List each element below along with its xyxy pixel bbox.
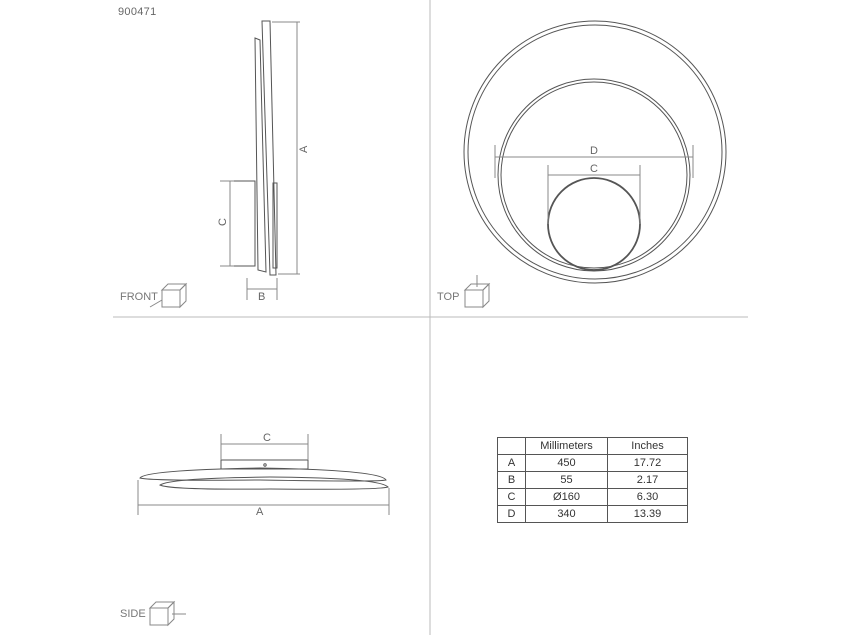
table-cell-key: C <box>498 489 526 506</box>
top-canopy-circle <box>548 178 640 270</box>
table-row <box>498 472 688 489</box>
table-cell-mm: Ø160 <box>526 489 608 506</box>
table-cell-in: 13.39 <box>608 506 688 523</box>
front-dim-c-label: C <box>217 218 229 226</box>
table-cell-mm: 340 <box>526 506 608 523</box>
side-view-label: SIDE <box>120 608 146 620</box>
front-dim-b-label: B <box>258 291 266 303</box>
model-number: 900471 <box>118 6 157 18</box>
side-screw <box>264 464 266 466</box>
table-header-millimeters: Millimeters <box>526 438 608 455</box>
front-bracket <box>230 181 255 266</box>
table-row <box>498 455 688 472</box>
table-cell-in: 2.17 <box>608 472 688 489</box>
table-cell-in: 17.72 <box>608 455 688 472</box>
table-cell-key: A <box>498 455 526 472</box>
front-ring-inner <box>255 38 266 272</box>
table-cell-key: D <box>498 506 526 523</box>
side-ring-upper <box>140 468 386 481</box>
top-view-label: TOP <box>437 291 460 303</box>
table-cell-mm: 450 <box>526 455 608 472</box>
top-dim-d-label: D <box>590 145 598 157</box>
side-dim-c-label: C <box>263 432 271 444</box>
front-view-label: FRONT <box>120 291 158 303</box>
table-cell-mm: 55 <box>526 472 608 489</box>
side-cube-icon <box>150 602 186 625</box>
side-ring-lower <box>160 477 388 489</box>
table-row <box>498 506 688 523</box>
front-ring-outer <box>262 21 276 275</box>
top-cube-icon <box>465 275 489 307</box>
table-header-row <box>498 438 688 455</box>
table-header-blank <box>498 438 526 455</box>
front-view <box>220 21 300 300</box>
table-cell-key: B <box>498 472 526 489</box>
dimension-table <box>497 437 688 523</box>
front-dim-a-label: A <box>298 145 310 153</box>
table-row <box>498 489 688 506</box>
top-dim-c-label: C <box>590 163 598 175</box>
side-view <box>138 434 389 515</box>
table-header-inches: Inches <box>608 438 688 455</box>
table-cell-in: 6.30 <box>608 489 688 506</box>
side-dim-a-label: A <box>256 506 264 518</box>
